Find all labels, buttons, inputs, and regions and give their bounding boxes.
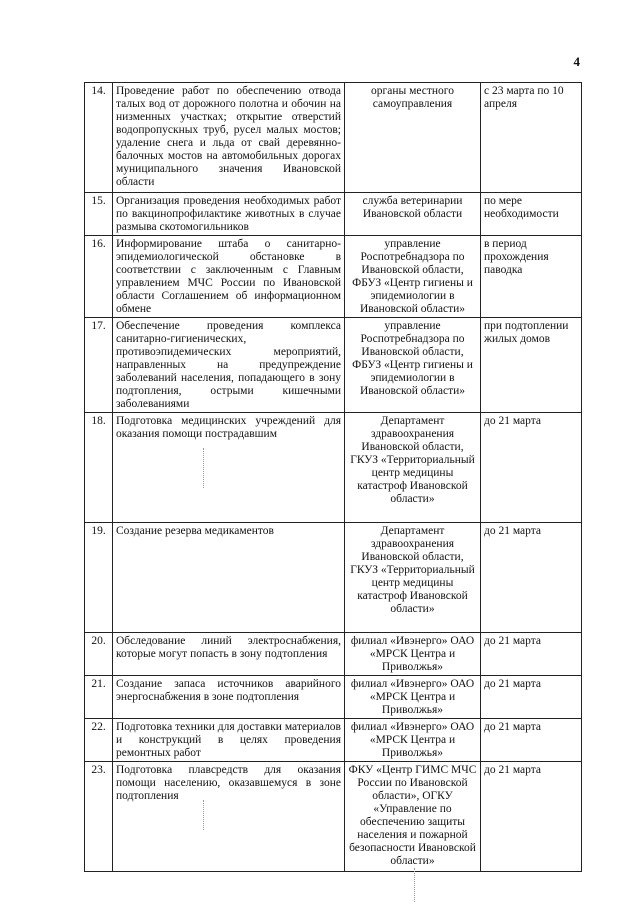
row-number: 18. bbox=[85, 413, 113, 523]
table-row bbox=[85, 236, 582, 318]
row-number: 22. bbox=[85, 719, 113, 762]
table-row bbox=[85, 83, 582, 193]
row-date: в период прохождения паводка bbox=[481, 236, 582, 318]
row-action: Подготовка техники для доставки материалов и конструкций в целях проведения ремонтных работ bbox=[113, 719, 345, 762]
table-row bbox=[85, 523, 582, 633]
row-date: при подтоплении жилых домов bbox=[481, 318, 582, 413]
scan-artifact bbox=[203, 800, 205, 830]
row-number: 17. bbox=[85, 318, 113, 413]
row-responsible: органы местного самоуправления bbox=[345, 83, 481, 193]
row-date: с 23 марта по 10 апреля bbox=[481, 83, 582, 193]
row-date: до 21 марта bbox=[481, 413, 582, 523]
row-responsible: Департамент здравоохранения Ивановской области, ГКУЗ «Территориальный центр медицины катастроф Ивановской области» bbox=[345, 523, 481, 633]
row-date: по мере необходимости bbox=[481, 193, 582, 236]
row-action: Обследование линий электроснабжения, которые могут попасть в зону подтопления bbox=[113, 633, 345, 676]
row-number: 23. bbox=[85, 762, 113, 872]
table-row bbox=[85, 193, 582, 236]
measures-table bbox=[84, 82, 582, 872]
row-action: Подготовка медицинских учреждений для оказания помощи пострадавшим bbox=[113, 413, 345, 523]
table-row bbox=[85, 318, 582, 413]
row-responsible: управление Роспотребнадзора по Ивановской области, ФБУЗ «Центр гигиены и эпидемиологии в Ивановской области» bbox=[345, 318, 481, 413]
row-responsible: филиал «Ивэнерго» ОАО «МРСК Центра и Приволжья» bbox=[345, 676, 481, 719]
row-action: Создание резерва медикаментов bbox=[113, 523, 345, 633]
row-number: 14. bbox=[85, 83, 113, 193]
row-number: 16. bbox=[85, 236, 113, 318]
table-row bbox=[85, 719, 582, 762]
row-responsible: филиал «Ивэнерго» ОАО «МРСК Центра и Приволжья» bbox=[345, 633, 481, 676]
table-row bbox=[85, 633, 582, 676]
table-row bbox=[85, 762, 582, 872]
scan-artifact bbox=[203, 448, 205, 488]
row-responsible: управление Роспотребнадзора по Ивановской области, ФБУЗ «Центр гигиены и эпидемиологии в Ивановской области» bbox=[345, 236, 481, 318]
table-row bbox=[85, 676, 582, 719]
row-action: Проведение работ по обеспечению отвода талых вод от дорожного полотна и обочин на низменных участках; открытие отверстий водопропускных труб, русел малых мостов; удаление снега и льда от свай деревянно-балочных мостов на автомобильных дорогах муниципального значения Ивановской области bbox=[113, 83, 345, 193]
row-number: 19. bbox=[85, 523, 113, 633]
row-date: до 21 марта bbox=[481, 633, 582, 676]
row-responsible: Департамент здравоохранения Ивановской области, ГКУЗ «Территориальный центр медицины катастроф Ивановской области» bbox=[345, 413, 481, 523]
row-action: Информирование штаба о санитарно-эпидемиологической обстановке в соответствии с заключенным с Главным управлением МЧС России по Ивановской области Соглашением об информационном обмене bbox=[113, 236, 345, 318]
row-action: Обеспечение проведения комплекса санитарно-гигиенических, противоэпидемических мероприятий, направленных на предупреждение заболеваний населения, попадающего в зону подтопления, острыми кишечными заболеваниями bbox=[113, 318, 345, 413]
row-number: 15. bbox=[85, 193, 113, 236]
row-date: до 21 марта bbox=[481, 762, 582, 872]
row-action: Подготовка плавсредств для оказания помощи населению, оказавшемуся в зоне подтопления bbox=[113, 762, 345, 872]
page-number: 4 bbox=[573, 54, 580, 69]
scan-artifact bbox=[414, 868, 416, 902]
row-action: Организация проведения необходимых работ по вакцинопрофилактике животных в случае размыва скотомогильников bbox=[113, 193, 345, 236]
table-row bbox=[85, 413, 582, 523]
row-number: 20. bbox=[85, 633, 113, 676]
row-responsible: ФКУ «Центр ГИМС МЧС России по Ивановской области», ОГКУ «Управление по обеспечению защиты населения и пожарной безопасности Ивановской области» bbox=[345, 762, 481, 872]
row-responsible: филиал «Ивэнерго» ОАО «МРСК Центра и Приволжья» bbox=[345, 719, 481, 762]
row-number: 21. bbox=[85, 676, 113, 719]
row-responsible: служба ветеринарии Ивановской области bbox=[345, 193, 481, 236]
row-date: до 21 марта bbox=[481, 523, 582, 633]
row-date: до 21 марта bbox=[481, 719, 582, 762]
row-date: до 21 марта bbox=[481, 676, 582, 719]
row-action: Создание запаса источников аварийного энергоснабжения в зоне подтопления bbox=[113, 676, 345, 719]
